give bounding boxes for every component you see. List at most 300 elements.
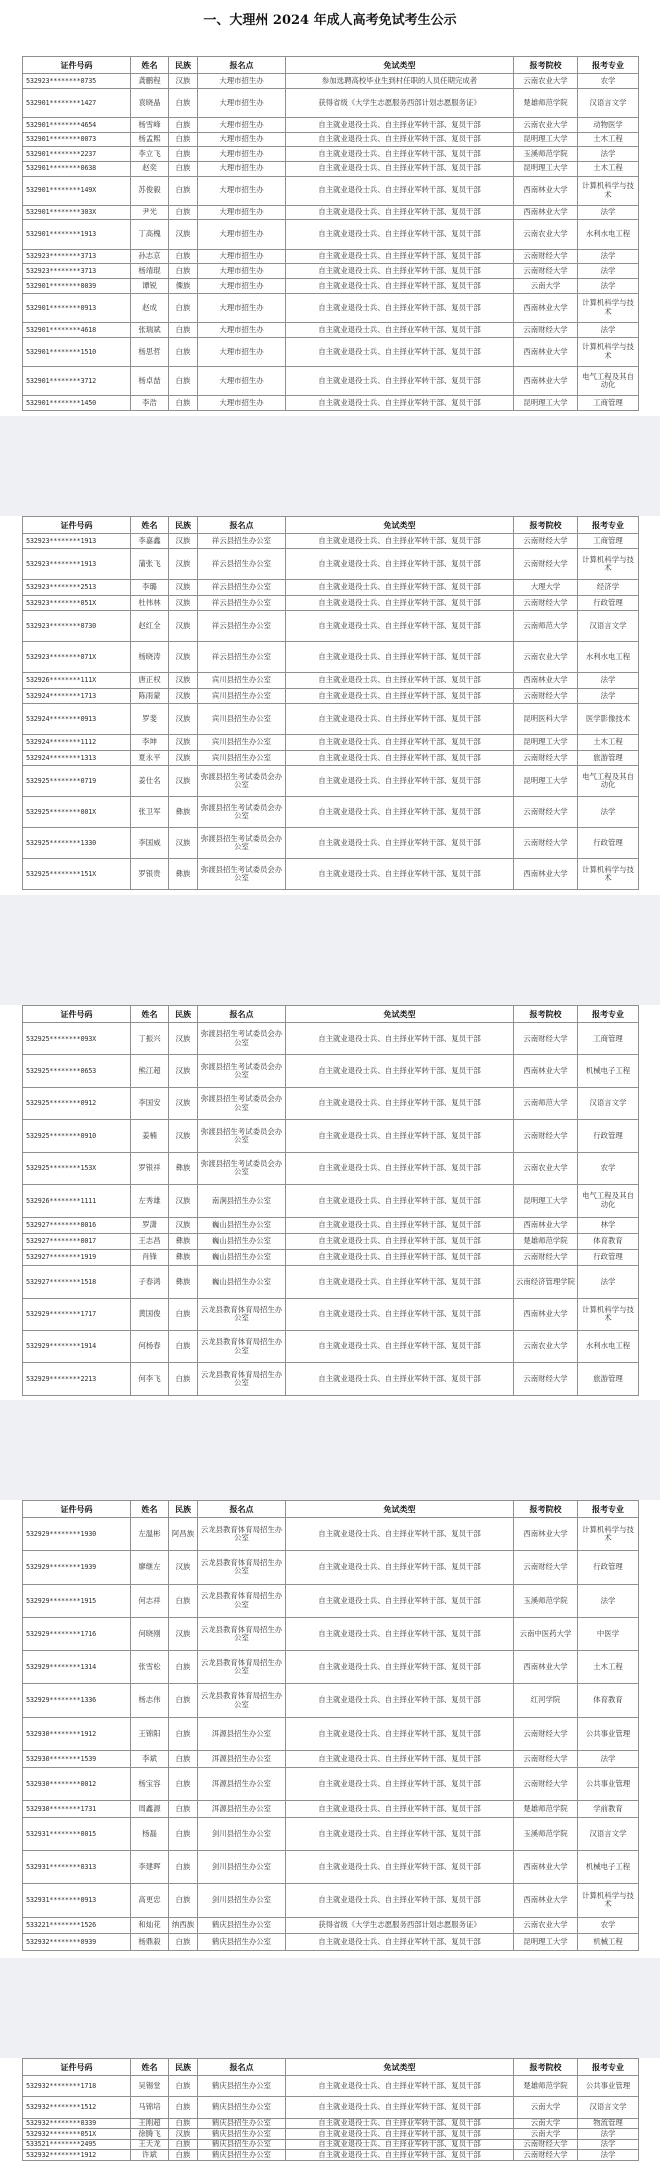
name-cell: 李斌 (131, 1751, 169, 1768)
target-major-cell: 工商管理 (578, 534, 639, 549)
registration-office-cell: 弥渡县招生考试委员会办公室 (198, 1152, 286, 1184)
exemption-type-cell: 自主就业退役士兵、自主择业军转干部、复员干部 (286, 1152, 514, 1184)
table-row (23, 88, 639, 117)
name-cell: 罗银祥 (131, 1152, 169, 1184)
ethnicity-cell: 白族 (169, 322, 198, 337)
table-row (23, 1884, 639, 1917)
target-major-cell: 法学 (578, 205, 639, 220)
exemption-type-cell: 自主就业退役士兵、自主择业军转干部、复员干部 (286, 279, 514, 294)
ethnicity-cell: 白族 (169, 337, 198, 366)
exemption-type-cell: 自主就业退役士兵、自主择业军转干部、复员干部 (286, 1233, 514, 1249)
table-row (23, 74, 639, 89)
name-cell: 杜伟林 (131, 595, 169, 610)
table-row (23, 1249, 639, 1265)
exemption-type-cell: 自主就业退役士兵、自主择业军转干部、复员干部 (286, 1850, 514, 1883)
table-row (23, 1751, 639, 1768)
id-cell: 532901********1510 (23, 337, 131, 366)
ethnicity-cell: 白族 (169, 132, 198, 147)
name-cell: 王锦阳 (131, 1717, 169, 1750)
exemption-type-cell: 自主就业退役士兵、自主择业军转干部、复员干部 (286, 595, 514, 610)
table-row (23, 1551, 639, 1584)
name-cell: 赵成 (131, 293, 169, 322)
ethnicity-cell: 白族 (169, 176, 198, 205)
table-row (23, 1266, 639, 1298)
column-header: 报考专业 (578, 1006, 639, 1023)
name-cell: 杨孟熙 (131, 132, 169, 147)
ethnicity-cell: 汉族 (169, 1055, 198, 1087)
registration-office-cell: 大理市招生办 (198, 117, 286, 132)
name-cell: 周鑫源 (131, 1801, 169, 1818)
name-cell: 子春鸿 (131, 1266, 169, 1298)
exemption-type-cell: 自主就业退役士兵、自主择业军转干部、复员干部 (286, 264, 514, 279)
target-major-cell: 计算机科学与技术 (578, 293, 639, 322)
id-cell: 532926********1111 (23, 1185, 131, 1217)
name-cell: 王刚超 (131, 2118, 169, 2129)
column-header: 姓名 (131, 2059, 169, 2076)
id-cell: 532924********1112 (23, 735, 131, 750)
column-header: 报考院校 (514, 57, 578, 74)
table-row (23, 205, 639, 220)
target-college-cell: 云南财经大学 (514, 1249, 578, 1265)
name-cell: 袁晓晶 (131, 88, 169, 117)
target-major-cell: 经济学 (578, 580, 639, 595)
id-cell: 532901********0638 (23, 161, 131, 176)
exemption-type-cell: 自主就业退役士兵、自主择业军转干部、复员干部 (286, 117, 514, 132)
id-cell: 532931********0313 (23, 1850, 131, 1883)
id-cell: 532931********0913 (23, 1884, 131, 1917)
registration-office-cell: 大理市招生办 (198, 396, 286, 411)
target-major-cell: 法学 (578, 688, 639, 703)
exemption-type-cell: 自主就业退役士兵、自主择业军转干部、复员干部 (286, 1651, 514, 1684)
target-major-cell: 法学 (578, 1584, 639, 1617)
id-cell: 532929********1914 (23, 1330, 131, 1362)
document-title: 一、大理州 2024 年成人高考免试考生公示 (203, 13, 457, 28)
registration-office-cell: 云龙县教育体育局招生办公室 (198, 1298, 286, 1330)
column-header: 姓名 (131, 57, 169, 74)
registration-office-cell: 弥渡县招生考试委员会办公室 (198, 797, 286, 828)
target-major-cell: 水利水电工程 (578, 1330, 639, 1362)
ethnicity-cell: 白族 (169, 1817, 198, 1850)
table-header-row (23, 517, 639, 534)
column-header: 姓名 (131, 1006, 169, 1023)
id-cell: 532925********151X (23, 858, 131, 889)
ethnicity-cell: 汉族 (169, 1551, 198, 1584)
table-row (23, 688, 639, 703)
target-college-cell: 昆明理工大学 (514, 1934, 578, 1951)
target-college-cell: 云南财经大学 (514, 322, 578, 337)
target-major-cell: 土木工程 (578, 1651, 639, 1684)
id-cell: 532925********093X (23, 1023, 131, 1055)
id-cell: 532925********0653 (23, 1055, 131, 1087)
table-row (23, 1233, 639, 1249)
exemption-type-cell: 自主就业退役士兵、自主择业军转干部、复员干部 (286, 2118, 514, 2129)
target-college-cell: 云南财经大学 (514, 249, 578, 264)
target-college-cell: 昆明理工大学 (514, 766, 578, 797)
column-header: 免试类型 (286, 2059, 514, 2076)
target-major-cell: 体育教育 (578, 1233, 639, 1249)
exemption-type-cell: 参加选聘高校毕业生到村任职的人员任期完成者 (286, 74, 514, 89)
name-cell: 李国安 (131, 1087, 169, 1119)
table-row (23, 1023, 639, 1055)
table-row (23, 2139, 639, 2150)
ethnicity-cell: 白族 (169, 2118, 198, 2129)
target-major-cell: 行政管理 (578, 1120, 639, 1152)
id-cell: 532930********0012 (23, 1767, 131, 1800)
table-row (23, 161, 639, 176)
id-cell: 532901********0913 (23, 293, 131, 322)
id-cell: 532930********1912 (23, 1717, 131, 1750)
registration-office-cell: 大理市招生办 (198, 293, 286, 322)
target-major-cell: 法学 (578, 1266, 639, 1298)
table-row (23, 580, 639, 595)
target-college-cell: 西南林业大学 (514, 205, 578, 220)
registration-office-cell: 云龙县教育体育局招生办公室 (198, 1584, 286, 1617)
column-header: 姓名 (131, 517, 169, 534)
target-college-cell: 昆明理工大学 (514, 132, 578, 147)
registration-office-cell: 宾川县招生办公室 (198, 750, 286, 765)
name-cell: 廖继左 (131, 1551, 169, 1584)
registration-office-cell: 剑川县招生办公室 (198, 1817, 286, 1850)
ethnicity-cell: 白族 (169, 1717, 198, 1750)
exemption-type-cell: 自主就业退役士兵、自主择业军转干部、复员干部 (286, 2129, 514, 2140)
exemption-type-cell: 自主就业退役士兵、自主择业军转干部、复员干部 (286, 797, 514, 828)
id-cell: 532901********1427 (23, 88, 131, 117)
table-row (23, 642, 639, 673)
ethnicity-cell: 汉族 (169, 750, 198, 765)
column-header: 证件号码 (23, 517, 131, 534)
target-major-cell: 中医学 (578, 1617, 639, 1650)
id-cell: 532901********149X (23, 176, 131, 205)
name-cell: 姜楠 (131, 1120, 169, 1152)
column-header: 免试类型 (286, 1501, 514, 1518)
candidate-table (22, 516, 639, 890)
registration-office-cell: 大理市招生办 (198, 337, 286, 366)
id-cell: 532926********111X (23, 673, 131, 688)
registration-office-cell: 云龙县教育体育局招生办公室 (198, 1518, 286, 1551)
column-header: 报考院校 (514, 517, 578, 534)
table-row (23, 1518, 639, 1551)
target-college-cell: 西南林业大学 (514, 337, 578, 366)
target-college-cell: 云南财经大学 (514, 688, 578, 703)
id-cell: 532923********3713 (23, 249, 131, 264)
table-row (23, 1767, 639, 1800)
registration-office-cell: 大理市招生办 (198, 205, 286, 220)
column-header: 报名点 (198, 1006, 286, 1023)
target-college-cell: 玉溪师范学院 (514, 1584, 578, 1617)
name-cell: 高更忠 (131, 1884, 169, 1917)
target-major-cell: 土木工程 (578, 161, 639, 176)
target-college-cell: 云南财经大学 (514, 2139, 578, 2150)
exemption-type-cell: 自主就业退役士兵、自主择业军转干部、复员干部 (286, 1217, 514, 1233)
name-cell: 何志祥 (131, 1584, 169, 1617)
target-major-cell: 水利水电工程 (578, 642, 639, 673)
target-college-cell: 云南经济管理学院 (514, 1266, 578, 1298)
registration-office-cell: 洱源县招生办公室 (198, 1767, 286, 1800)
exemption-type-cell: 自主就业退役士兵、自主择业军转干部、复员干部 (286, 322, 514, 337)
table-row (23, 249, 639, 264)
ethnicity-cell: 汉族 (169, 1023, 198, 1055)
name-cell: 李国威 (131, 828, 169, 859)
page-gap (0, 895, 660, 1005)
ethnicity-cell: 白族 (169, 1934, 198, 1951)
column-header: 民族 (169, 2059, 198, 2076)
name-cell: 杨志伟 (131, 1684, 169, 1717)
target-major-cell: 旅游管理 (578, 750, 639, 765)
exemption-type-cell: 自主就业退役士兵、自主择业军转干部、复员干部 (286, 1684, 514, 1717)
table-row (23, 1651, 639, 1684)
table-row (23, 1152, 639, 1184)
target-major-cell: 计算机科学与技术 (578, 549, 639, 580)
target-college-cell: 云南财经大学 (514, 1717, 578, 1750)
ethnicity-cell: 汉族 (169, 2129, 198, 2140)
exemption-type-cell: 自主就业退役士兵、自主择业军转干部、复员干部 (286, 766, 514, 797)
id-cell: 532925********1330 (23, 828, 131, 859)
target-college-cell: 云南财经大学 (514, 1023, 578, 1055)
ethnicity-cell: 白族 (169, 1298, 198, 1330)
table-row (23, 1087, 639, 1119)
id-cell: 532929********1930 (23, 1518, 131, 1551)
target-college-cell: 昆明理工大学 (514, 161, 578, 176)
id-cell: 532929********1939 (23, 1551, 131, 1584)
table-row (23, 220, 639, 249)
id-cell: 532901********2237 (23, 147, 131, 162)
registration-office-cell: 弥渡县招生考试委员会办公室 (198, 1120, 286, 1152)
registration-office-cell: 云龙县教育体育局招生办公室 (198, 1684, 286, 1717)
ethnicity-cell: 白族 (169, 1767, 198, 1800)
ethnicity-cell: 白族 (169, 264, 198, 279)
ethnicity-cell: 汉族 (169, 735, 198, 750)
target-college-cell: 西南林业大学 (514, 1884, 578, 1917)
registration-office-cell: 鹤庆县招生办公室 (198, 1917, 286, 1934)
exemption-type-cell: 自主就业退役士兵、自主择业军转干部、复员干部 (286, 2139, 514, 2150)
id-cell: 532932********1718 (23, 2076, 131, 2097)
target-college-cell: 楚雄师范学院 (514, 1233, 578, 1249)
id-cell: 532924********1313 (23, 750, 131, 765)
registration-office-cell: 弥渡县招生考试委员会办公室 (198, 1055, 286, 1087)
table-row (23, 176, 639, 205)
id-cell: 532901********4654 (23, 117, 131, 132)
name-cell: 张雪松 (131, 1651, 169, 1684)
registration-office-cell: 弥渡县招生考试委员会办公室 (198, 1023, 286, 1055)
target-college-cell: 云南农业大学 (514, 220, 578, 249)
column-header: 证件号码 (23, 1006, 131, 1023)
candidate-table (22, 2058, 639, 2161)
target-major-cell: 工商管理 (578, 1023, 639, 1055)
table-row (23, 366, 639, 395)
name-cell: 杨靖琨 (131, 264, 169, 279)
registration-office-cell: 巍山县招生办公室 (198, 1217, 286, 1233)
registration-office-cell: 鹤庆县招生办公室 (198, 2150, 286, 2161)
target-college-cell: 云南农业大学 (514, 1330, 578, 1362)
target-college-cell: 云南财经大学 (514, 549, 578, 580)
target-major-cell: 工商管理 (578, 396, 639, 411)
registration-office-cell: 大理市招生办 (198, 264, 286, 279)
target-major-cell: 林学 (578, 1217, 639, 1233)
target-major-cell: 法学 (578, 2129, 639, 2140)
ethnicity-cell: 阿昌族 (169, 1518, 198, 1551)
target-major-cell: 计算机科学与技术 (578, 337, 639, 366)
id-cell: 532901********1913 (23, 220, 131, 249)
exemption-type-cell: 自主就业退役士兵、自主择业军转干部、复员干部 (286, 1266, 514, 1298)
table-row (23, 735, 639, 750)
table-header-row (23, 1501, 639, 1518)
ethnicity-cell: 汉族 (169, 611, 198, 642)
table-row (23, 766, 639, 797)
ethnicity-cell: 汉族 (169, 1120, 198, 1152)
table-row (23, 611, 639, 642)
candidate-table (22, 1500, 639, 1951)
target-major-cell: 农学 (578, 1152, 639, 1184)
exemption-type-cell: 自主就业退役士兵、自主择业军转干部、复员干部 (286, 1751, 514, 1768)
ethnicity-cell: 汉族 (169, 595, 198, 610)
id-cell: 532927********0017 (23, 1233, 131, 1249)
registration-office-cell: 云龙县教育体育局招生办公室 (198, 1363, 286, 1395)
table-row (23, 1363, 639, 1395)
registration-office-cell: 大理市招生办 (198, 74, 286, 89)
target-major-cell: 法学 (578, 322, 639, 337)
exemption-type-cell: 自主就业退役士兵、自主择业军转干部、复员干部 (286, 1817, 514, 1850)
ethnicity-cell: 汉族 (169, 704, 198, 735)
ethnicity-cell: 纳西族 (169, 1917, 198, 1934)
exemption-type-cell: 自主就业退役士兵、自主择业军转干部、复员干部 (286, 366, 514, 395)
target-college-cell: 楚雄师范学院 (514, 88, 578, 117)
registration-office-cell: 弥渡县招生考试委员会办公室 (198, 766, 286, 797)
table-row (23, 1817, 639, 1850)
registration-office-cell: 鹤庆县招生办公室 (198, 2118, 286, 2129)
table-row (23, 797, 639, 828)
exemption-type-cell: 自主就业退役士兵、自主择业军转干部、复员干部 (286, 1023, 514, 1055)
name-cell: 唐正权 (131, 673, 169, 688)
id-cell: 532901********1450 (23, 396, 131, 411)
registration-office-cell: 大理市招生办 (198, 132, 286, 147)
exemption-type-cell: 自主就业退役士兵、自主择业军转干部、复员干部 (286, 1884, 514, 1917)
name-cell: 王天龙 (131, 2139, 169, 2150)
name-cell: 何李飞 (131, 1363, 169, 1395)
table-row (23, 147, 639, 162)
table-row (23, 1801, 639, 1818)
name-cell: 杨宝容 (131, 1767, 169, 1800)
column-header: 民族 (169, 57, 198, 74)
registration-office-cell: 鹤庆县招生办公室 (198, 2097, 286, 2118)
id-cell: 532901********303X (23, 205, 131, 220)
column-header: 报考专业 (578, 1501, 639, 1518)
exemption-type-cell: 自主就业退役士兵、自主择业军转干部、复员干部 (286, 611, 514, 642)
candidate-table (22, 56, 639, 411)
exemption-type-cell: 自主就业退役士兵、自主择业军转干部、复员干部 (286, 735, 514, 750)
exemption-type-cell: 自主就业退役士兵、自主择业军转干部、复员干部 (286, 580, 514, 595)
exemption-type-cell: 自主就业退役士兵、自主择业军转干部、复员干部 (286, 1330, 514, 1362)
target-major-cell: 法学 (578, 2150, 639, 2161)
table-row (23, 549, 639, 580)
target-major-cell: 计算机科学与技术 (578, 1884, 639, 1917)
target-college-cell: 云南师范大学 (514, 611, 578, 642)
table-row (23, 1584, 639, 1617)
ethnicity-cell: 白族 (169, 293, 198, 322)
name-cell: 黄国俊 (131, 1298, 169, 1330)
registration-office-cell: 宾川县招生办公室 (198, 735, 286, 750)
target-college-cell: 西南林业大学 (514, 1850, 578, 1883)
target-major-cell: 法学 (578, 147, 639, 162)
ethnicity-cell: 白族 (169, 2150, 198, 2161)
ethnicity-cell: 汉族 (169, 828, 198, 859)
name-cell: 龚鹏程 (131, 74, 169, 89)
name-cell: 马锦培 (131, 2097, 169, 2118)
target-major-cell: 土木工程 (578, 132, 639, 147)
name-cell: 陈雨蒙 (131, 688, 169, 703)
name-cell: 杨思哲 (131, 337, 169, 366)
ethnicity-cell: 汉族 (169, 534, 198, 549)
column-header: 报考院校 (514, 1501, 578, 1518)
target-major-cell: 电气工程及其自动化 (578, 366, 639, 395)
target-college-cell: 云南财经大学 (514, 1363, 578, 1395)
table-row (23, 322, 639, 337)
registration-office-cell: 宾川县招生办公室 (198, 688, 286, 703)
name-cell: 吴锡堂 (131, 2076, 169, 2097)
ethnicity-cell: 白族 (169, 161, 198, 176)
ethnicity-cell: 白族 (169, 88, 198, 117)
table-row (23, 2076, 639, 2097)
table-row (23, 1934, 639, 1951)
name-cell: 李建晖 (131, 1850, 169, 1883)
column-header: 证件号码 (23, 2059, 131, 2076)
target-major-cell: 法学 (578, 2139, 639, 2150)
ethnicity-cell: 白族 (169, 205, 198, 220)
target-college-cell: 昆明理工大学 (514, 396, 578, 411)
column-header: 证件号码 (23, 1501, 131, 1518)
table-row (23, 2118, 639, 2129)
id-cell: 532929********1717 (23, 1298, 131, 1330)
ethnicity-cell: 白族 (169, 1651, 198, 1684)
id-cell: 532924********1713 (23, 688, 131, 703)
name-cell: 谭锐 (131, 279, 169, 294)
name-cell: 杨鼎殺 (131, 1934, 169, 1951)
exemption-type-cell: 自主就业退役士兵、自主择业军转干部、复员干部 (286, 2097, 514, 2118)
ethnicity-cell: 彝族 (169, 858, 198, 889)
exemption-type-cell: 获得省级《大学生志愿服务西部计划志愿服务证》 (286, 1917, 514, 1934)
target-major-cell: 学前教育 (578, 1801, 639, 1818)
id-cell: 532901********4618 (23, 322, 131, 337)
target-major-cell: 汉语言文学 (578, 611, 639, 642)
registration-office-cell: 宾川县招生办公室 (198, 704, 286, 735)
id-cell: 532932********0939 (23, 1934, 131, 1951)
target-college-cell: 云南农业大学 (514, 74, 578, 89)
target-college-cell: 云南师范大学 (514, 1087, 578, 1119)
target-college-cell: 玉溪师范学院 (514, 147, 578, 162)
name-cell: 李浩 (131, 396, 169, 411)
ethnicity-cell: 傈族 (169, 279, 198, 294)
registration-office-cell: 云龙县教育体育局招生办公室 (198, 1617, 286, 1650)
target-major-cell: 汉语言文学 (578, 1087, 639, 1119)
target-college-cell: 西南林业大学 (514, 293, 578, 322)
target-college-cell: 昆明医科大学 (514, 704, 578, 735)
name-cell: 何杨春 (131, 1330, 169, 1362)
target-college-cell: 玉溪师范学院 (514, 1817, 578, 1850)
exemption-type-cell: 自主就业退役士兵、自主择业军转干部、复员干部 (286, 132, 514, 147)
exemption-type-cell: 自主就业退役士兵、自主择业军转干部、复员干部 (286, 1185, 514, 1217)
target-college-cell: 云南农业大学 (514, 642, 578, 673)
id-cell: 532923********0735 (23, 74, 131, 89)
id-cell: 533221********1526 (23, 1917, 131, 1934)
target-major-cell: 农学 (578, 74, 639, 89)
table-row (23, 1850, 639, 1883)
exemption-type-cell: 自主就业退役士兵、自主择业军转干部、复员干部 (286, 147, 514, 162)
target-major-cell: 法学 (578, 264, 639, 279)
table-row (23, 117, 639, 132)
ethnicity-cell: 白族 (169, 1801, 198, 1818)
registration-office-cell: 洱源县招生办公室 (198, 1717, 286, 1750)
registration-office-cell: 大理市招生办 (198, 176, 286, 205)
column-header: 姓名 (131, 1501, 169, 1518)
